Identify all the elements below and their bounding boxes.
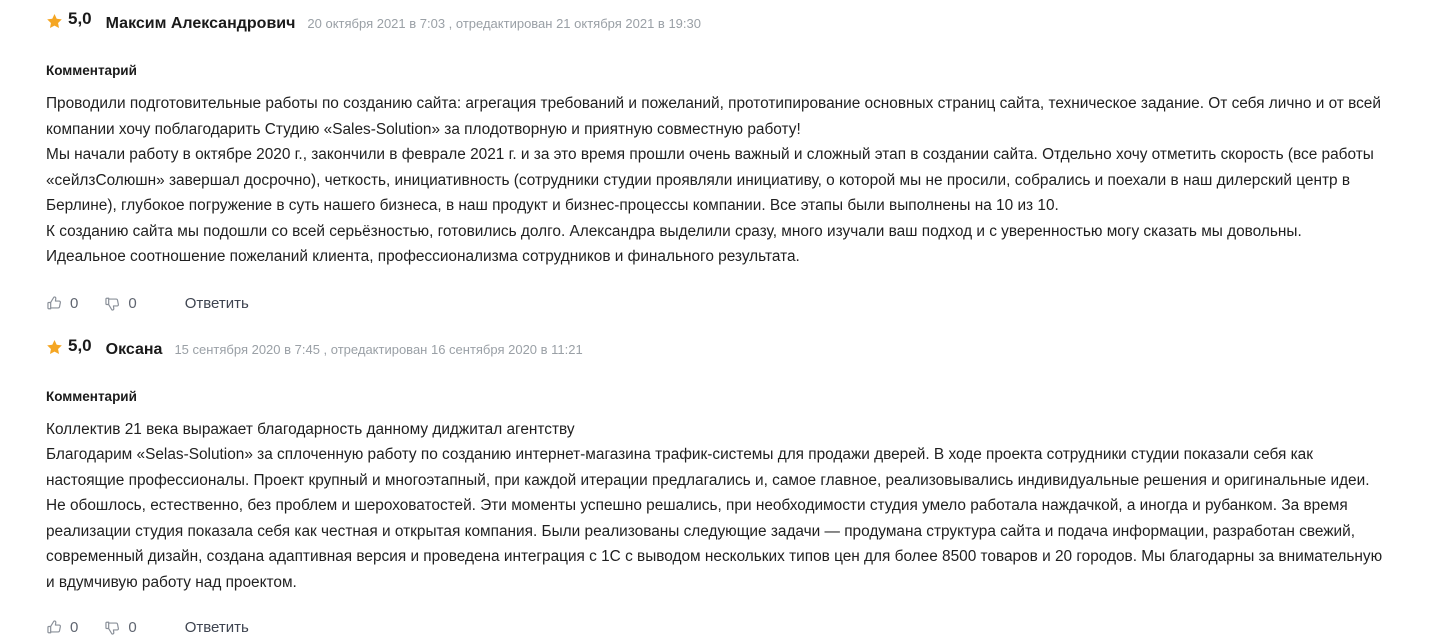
review-actions [46, 295, 1383, 312]
dislike-button[interactable] [104, 295, 136, 312]
review-item [46, 312, 1383, 636]
review-body [46, 417, 1383, 596]
review-paragraph: Коллектив 21 века выражает благодарность данному диджитал агентству [46, 417, 1383, 443]
rating [46, 336, 92, 356]
thumbs-up-icon [46, 295, 63, 312]
review-paragraph: Проводили подготовительные работы по созданию сайта: агрегация требований и пожеланий, прототипирование основных страниц сайта, техническое задание. От себя лично и от всей компании хочу поблагодарить Студию «Sales-Solution» за плодотворную и приятную совместную работу! [46, 91, 1383, 142]
like-button[interactable] [46, 295, 78, 312]
comment-heading: Комментарий [46, 389, 1383, 404]
rating-value: 5,0 [68, 336, 92, 356]
review-header [46, 9, 1383, 33]
review-meta: 15 сентября 2020 в 7:45 , отредактирован 16 сентября 2020 в 11:21 [174, 342, 582, 357]
reply-button[interactable]: Ответить [185, 619, 249, 636]
comment-heading: Комментарий [46, 63, 1383, 78]
rating-value: 5,0 [68, 9, 92, 29]
review-paragraph: Благодарим «Selas-Solution» за сплоченную работу по созданию интернет-магазина трафик-системы для продажи дверей. В ходе проекта сотрудники студии показали себя как настоящие профессионалы. Проект крупный и многоэтапный, при каждой итерации предлагались и, самое главное, реализовывались индивидуальные решения и оригинальные идеи. Не обошлось, естественно, без проблем и шероховатостей. Эти моменты успешно решались, при необходимости студия умело работала наждачкой, а иногда и рубанком. За время реализации студия показала себя как честная и открытая компания. Были реализованы следующие задачи — продумана структура сайта и подача информации, разработан свежий, современный дизайн, создана адаптивная версия и проведена интеграция с 1С с выводом нескольких типов цен для более 8500 товаров и 20 городов. Мы благодарны за внимательную и вдумчивую работу над проектом. [46, 442, 1383, 595]
review-item [46, 0, 1383, 312]
thumbs-up-icon [46, 619, 63, 636]
like-count: 0 [70, 619, 78, 636]
dislike-button[interactable] [104, 619, 136, 636]
review-author: Максим Александрович [106, 15, 296, 33]
dislike-count: 0 [128, 295, 136, 312]
star-icon [46, 13, 63, 30]
like-count: 0 [70, 295, 78, 312]
thumbs-down-icon [104, 295, 121, 312]
review-author: Оксана [106, 341, 163, 359]
review-actions [46, 619, 1383, 636]
reply-button[interactable]: Ответить [185, 295, 249, 312]
rating [46, 9, 92, 29]
review-paragraph: К созданию сайта мы подошли со всей серьёзностью, готовились долго. Александра выделили сразу, много изучали ваш подход и с уверенностью могу сказать мы довольны. Идеальное соотношение пожеланий клиента, профессионализма сотрудников и финального результата. [46, 219, 1383, 270]
review-header [46, 336, 1383, 360]
review-meta: 20 октября 2021 в 7:03 , отредактирован 21 октября 2021 в 19:30 [307, 16, 701, 31]
like-button[interactable] [46, 619, 78, 636]
star-icon [46, 339, 63, 356]
thumbs-down-icon [104, 619, 121, 636]
review-paragraph: Мы начали работу в октябре 2020 г., закончили в феврале 2021 г. и за это время прошли очень важный и сложный этап в создании сайта. Отдельно хочу отметить скорость (все работы «сейлзСолюшн» завершал досрочно), четкость, инициативность (сотрудники студии проявляли инициативу, о которой мы не просили, собрались и поехали в наш дилерский центр в Берлине), глубокое погружение в суть нашего бизнеса, в наш продукт и бизнес-процессы компании. Все этапы были выполнены на 10 из 10. [46, 142, 1383, 219]
dislike-count: 0 [128, 619, 136, 636]
review-body [46, 91, 1383, 270]
